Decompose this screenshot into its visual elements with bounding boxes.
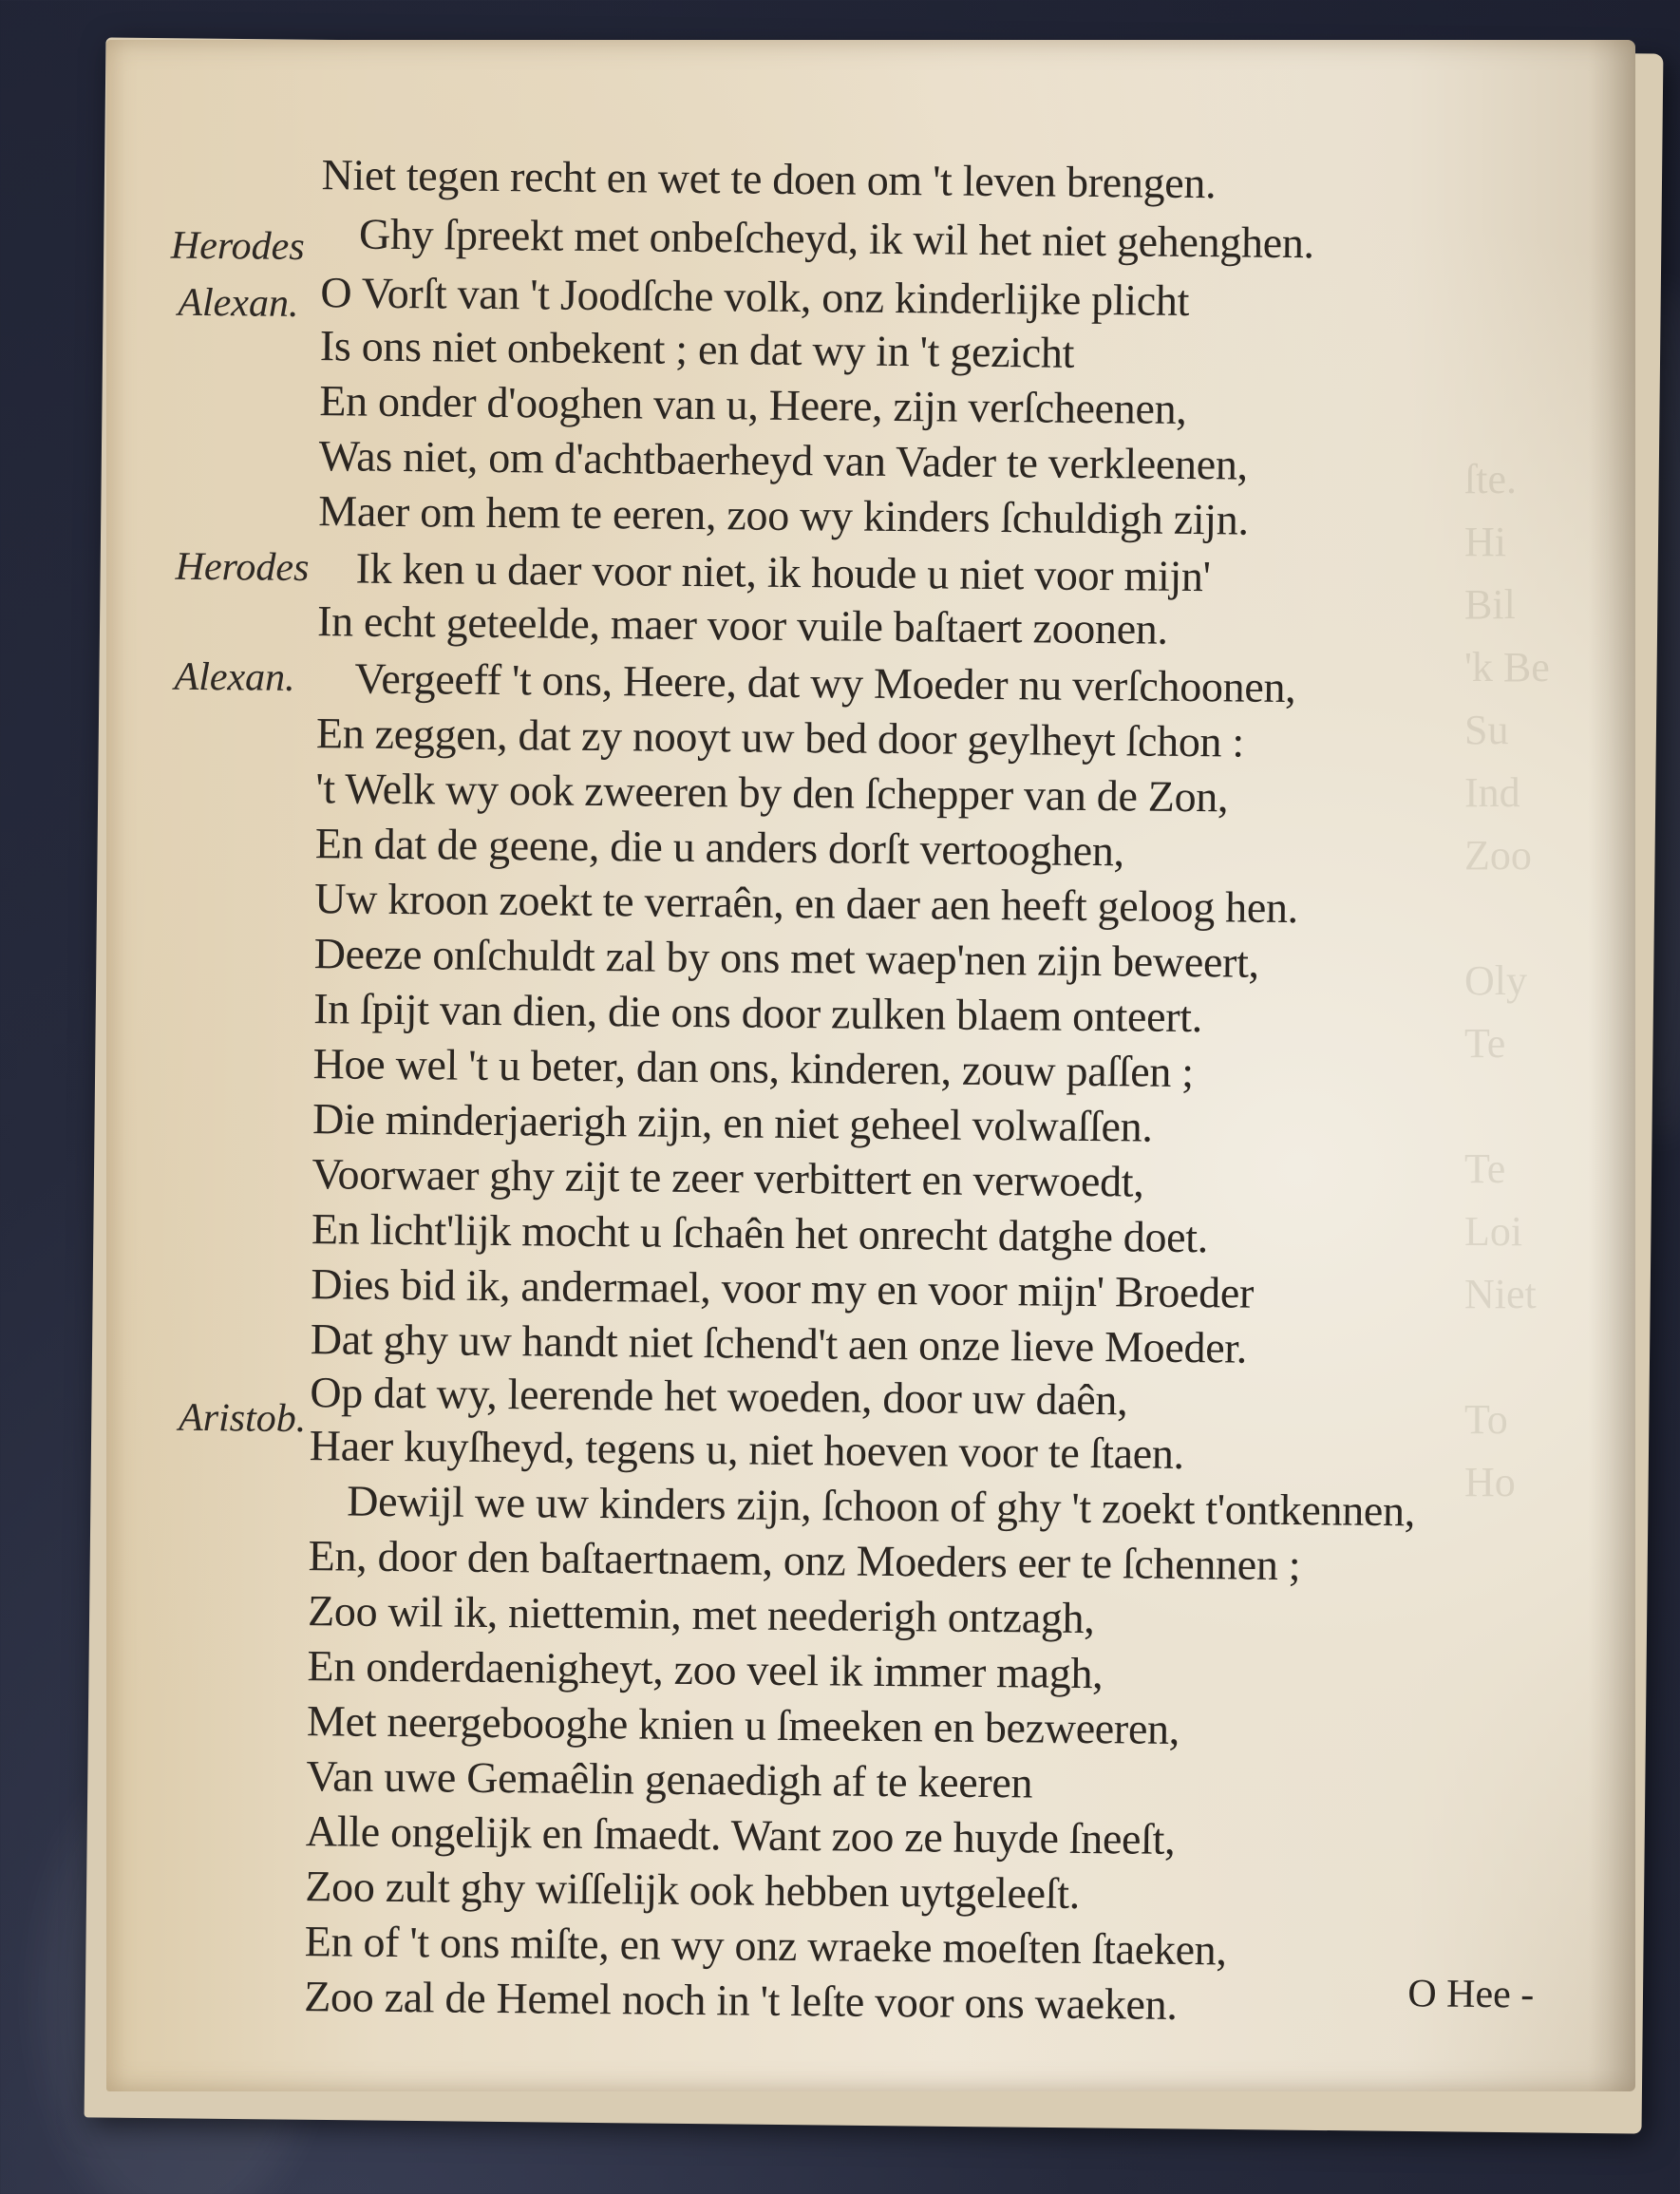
verse-line: In echt geteelde, maer voor vuile baſtaert zoonen.: [316, 596, 1168, 653]
verse-line: Hoe wel 't u beter, dan ons, kinderen, zouw paſſen ;: [312, 1039, 1195, 1097]
verse-line: O Vorſt van 't Joodſche volk, onz kinderlijke plicht: [320, 268, 1190, 325]
verse-line: Maer om hem te eeren, zoo wy kinders ſchuldigh zijn.: [318, 486, 1249, 544]
verse-line: Ik ken u daer voor niet, ik houde u niet voor mijn': [355, 543, 1211, 601]
text-block: [106, 40, 1635, 2091]
speaker-aristobulus: Aristob.: [178, 1395, 307, 1442]
verse-line: En zeggen, dat zy nooyt uw bed door geylheyt ſchon :: [315, 709, 1245, 766]
verse-line: Haer kuyſheyd, tegens u, niet hoeven voor te ſtaen.: [309, 1421, 1185, 1478]
verse-line: Alle ongelijk en ſmaedt. Want zoo ze huyde ſneeſt,: [305, 1806, 1176, 1863]
verse-line: Deeze onſchuldt zal by ons met waep'nen zijn beweert,: [313, 929, 1260, 987]
verse-line: Die minderjaerigh zijn, en niet geheel volwaſſen.: [311, 1094, 1153, 1151]
speaker-herodes: Herodes: [175, 544, 310, 591]
speaker-herodes: Herodes: [170, 223, 305, 270]
verse-line: Voorwaer ghy zijt te zeer verbittert en verwoedt,: [311, 1149, 1144, 1206]
verse-line: Zoo zal de Hemel noch in 't leſte voor ons waeken.: [303, 1972, 1178, 2029]
verse-line: Op dat wy, leerende het woeden, door uw daên,: [310, 1368, 1128, 1425]
speaker-alexander: Alexan.: [178, 280, 299, 326]
verse-line: En of 't ons miſte, en wy onz wraeke moeſten ſtaeken,: [304, 1917, 1227, 1975]
verse-line: En dat de geene, die u anders dorſt vertooghen,: [314, 819, 1125, 876]
verse-line: En onder d'ooghen van u, Heere, zijn verſcheenen,: [319, 376, 1187, 433]
verse-line: Was niet, om d'achtbaerheyd van Vader te verkleenen,: [318, 431, 1249, 489]
book-page: [106, 40, 1635, 2091]
verse-line: Vergeeff 't ons, Heere, dat wy Moeder nu verſchoonen,: [354, 653, 1296, 712]
verse-line: En onderdaenigheyt, zoo veel ik immer magh,: [307, 1641, 1104, 1698]
verse-line: Dies bid ik, andermael, voor my en voor mijn' Broeder: [311, 1259, 1255, 1317]
verse-line: Zoo wil ik, niettemin, met neederigh ontzagh,: [307, 1586, 1095, 1643]
verse-line: Uw kroon zoekt te verraên, en daer aen heeft geloog hen.: [314, 874, 1299, 933]
verse-line: Niet tegen recht en wet te doen om 't leven brengen.: [321, 150, 1217, 208]
verse-line: Dat ghy uw handt niet ſchend't aen onze lieve Moeder.: [310, 1315, 1248, 1372]
speaker-alexander: Alexan.: [174, 654, 295, 700]
bleed-through-text: ſte. Hi Bil 'k Be Su Ind Zoo Oly Te Te Loi Niet To Ho: [1464, 456, 1550, 1505]
verse-line: Is ons niet onbekent ; en dat wy in 't gezicht: [319, 321, 1075, 377]
catchword: O Hee -: [1407, 1972, 1535, 2017]
verse-line: In ſpijt van dien, die ons door zulken blaem onteert.: [312, 984, 1203, 1042]
verse-line: 't Welk wy ook zweeren by den ſchepper van de Zon,: [315, 764, 1229, 822]
verse-line: En licht'lijk mocht u ſchaên het onrecht datghe doet.: [311, 1204, 1209, 1262]
verse-line: Met neergebooghe knien u ſmeeken en bezweeren,: [306, 1696, 1180, 1753]
verse-line: Dewijl we uw kinders zijn, ſchoon of ghy 't zoekt t'ontkennen,: [347, 1476, 1416, 1536]
verse-line: En, door den baſtaertnaem, onz Moeders eer te ſchennen ;: [308, 1531, 1301, 1590]
verse-line: Van uwe Gemaêlin genaedigh af te keeren: [306, 1751, 1033, 1807]
verse-line: Zoo zult ghy wiſſelijk ook hebben uytgeleeſt.: [305, 1862, 1081, 1918]
verse-line: Ghy ſpreekt met onbeſcheyd, ik wil het niet gehenghen.: [358, 209, 1314, 268]
